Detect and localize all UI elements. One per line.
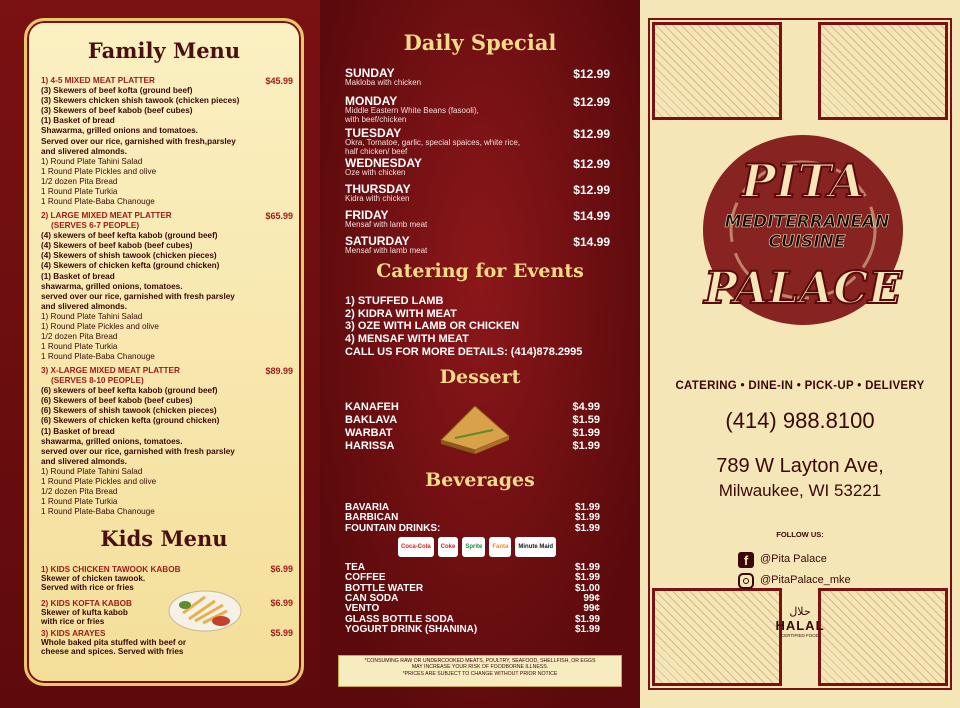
day-price: $12.99 (573, 127, 610, 141)
family-platter-3 (41, 366, 293, 517)
kids-item-title: 1) KIDS CHICKEN TAWOOK KABOB (41, 565, 181, 574)
specials-panel (320, 0, 640, 708)
beverage-name: CAN SODA (345, 592, 399, 604)
kids-item-desc: Skewer of chicken tawook. (41, 574, 146, 583)
platter-title: 3) X-LARGE MIXED MEAT PLATTER (41, 366, 180, 375)
platter-side: 1) Round Plate Tahini Salad (41, 311, 143, 321)
platter-side: 1/2 dozen Pita Bread (41, 332, 118, 342)
platter-detail: (4) Skewers of shish tawook (chicken pieces) (41, 251, 217, 261)
facebook-handle[interactable]: @Pita Palace (760, 553, 827, 565)
daily-special-row (345, 127, 610, 156)
daily-special-row (345, 95, 610, 124)
day-dish: Mensaf with lamb meat (345, 220, 428, 229)
daily-special-row (345, 157, 610, 178)
halal-arabic: حلال (789, 606, 811, 618)
platter-detail: (6) Skewers of shish tawook (chicken pieces) (41, 406, 217, 416)
platter-detail: (4) skewers of beef kefta kabob (ground beef) (41, 231, 218, 241)
kids-item-price: $6.99 (270, 564, 293, 574)
beverage-price: 99¢ (583, 603, 600, 615)
day-name: SUNDAY (345, 66, 395, 80)
platter-detail: (3) Skewers of beef kabob (beef cubes) (41, 106, 193, 116)
platter-side: 1) Round Plate Tahini Salad (41, 156, 143, 166)
platter-detail: (6) skewers of beef kefta kabob (ground beef) (41, 386, 218, 396)
kids-item-price: $6.99 (270, 598, 293, 608)
platter-side: 1) Round Plate Tahini Salad (41, 466, 143, 476)
beverage-name: GLASS BOTTLE SODA (345, 613, 454, 625)
dessert-name: WARBAT (345, 427, 393, 439)
platter-title: 1) 4-5 MIXED MEAT PLATTER (41, 76, 155, 85)
platter-side: 1 Round Plate-Baba Chanouge (41, 352, 155, 362)
kids-item-desc: Served with rice or fries (41, 583, 134, 592)
day-dish: Oze with chicken (345, 168, 406, 177)
kids-item-desc: with rice or fries (41, 617, 105, 626)
daily-special-row (345, 209, 610, 230)
platter-detail: (6) Skewers of chicken kefta (ground chicken) (41, 416, 220, 426)
platter-detail: Served over our rice, garnished with fresh,parsley (41, 136, 236, 146)
day-name: MONDAY (345, 94, 398, 108)
catering-phone: CALL US FOR MORE DETAILS: (414)878.2995 (345, 346, 583, 358)
platter-detail: Shawarma, grilled onions and tomatoes. (41, 126, 198, 136)
soda-logo: Coke (438, 537, 459, 557)
daily-special-title: Daily Special (403, 30, 557, 55)
day-name: THURSDAY (345, 182, 411, 196)
dessert-price: $4.99 (572, 401, 600, 413)
day-price: $14.99 (573, 235, 610, 249)
day-price: $12.99 (573, 183, 610, 197)
soda-logo: Sprite (462, 537, 485, 557)
phone-number[interactable]: (414) 988.8100 (725, 408, 875, 433)
platter-detail: served over our rice, garnished with fresh parsley (41, 291, 235, 301)
platter-side: 1 Round Plate Pickles and olive (41, 477, 157, 487)
platter-detail: and slivered almonds. (41, 146, 127, 156)
kids-menu-title: Kids Menu (100, 526, 228, 551)
platter-side: 1 Round Plate Turkia (41, 342, 118, 352)
platter-side: 1 Round Plate-Baba Chanouge (41, 507, 155, 517)
platter-serves: (SERVES 8-10 PEOPLE) (51, 376, 144, 386)
day-name: SATURDAY (345, 234, 410, 248)
logo-word-pita: PITA (741, 154, 865, 208)
platter-side: 1/2 dozen Pita Bread (41, 176, 118, 186)
dessert-name: KANAFEH (345, 401, 399, 413)
services-line: CATERING • DINE-IN • PICK-UP • DELIVERY (675, 380, 925, 392)
instagram-icon[interactable] (738, 573, 754, 589)
beverage-price: $1.99 (574, 623, 600, 635)
catering-title: Catering for Events (376, 260, 584, 282)
ornament-top-left (652, 22, 782, 120)
daily-special-row (345, 183, 610, 204)
day-dish: with beef/chicken (345, 114, 407, 124)
family-kids-panel (0, 0, 320, 708)
soda-logos (398, 535, 560, 557)
beverage-price: $1.99 (574, 502, 600, 513)
catering-list (345, 295, 519, 345)
beverage-name: FOUNTAIN DRINKS: (345, 522, 441, 534)
menu-card (24, 18, 304, 686)
beverage-price: 99¢ (583, 592, 600, 604)
logo-word-mediterranean: MEDITERRANEAN (724, 212, 890, 232)
soda-logo: Coca-Cola (398, 537, 434, 557)
day-price: $12.99 (573, 157, 610, 171)
day-dish: Middle Eastern White Beans (fasooli), (345, 106, 479, 115)
baklava-image (435, 400, 515, 455)
beverage-name: VENTO (345, 603, 380, 615)
day-price: $12.99 (573, 95, 610, 109)
day-dish: Kidra with chicken (345, 194, 410, 203)
kids-item-price: $5.99 (270, 628, 293, 638)
cover-panel (640, 0, 960, 708)
platter-title: 2) LARGE MIXED MEAT PLATTER (41, 211, 172, 220)
platter-side: 1) Round Plate Pickles and olive (41, 322, 159, 332)
platter-detail: (1) Basket of bread (41, 426, 115, 436)
beverage-price: $1.99 (574, 522, 600, 534)
beverage-price: $1.99 (574, 512, 600, 524)
disclaimer-line-2: MAY INCREASE YOUR RISK OF FOODBORNE ILLNESS. (411, 664, 549, 671)
platter-price: $65.99 (265, 211, 293, 221)
dessert-title: Dessert (439, 366, 521, 388)
beverage-name: COFFEE (345, 572, 386, 584)
platter-detail: (4) Skewers of beef kabob (beef cubes) (41, 241, 193, 251)
halal-logo: HALAL (775, 618, 825, 633)
platter-price: $89.99 (265, 366, 293, 376)
platter-detail: served over our rice, garnished with fresh parsley (41, 446, 235, 456)
dessert-price: $1.99 (572, 427, 600, 439)
day-name: TUESDAY (345, 126, 402, 140)
beverage-name: BARBICAN (345, 512, 399, 524)
day-name: FRIDAY (345, 208, 389, 222)
day-name: WEDNESDAY (345, 156, 422, 170)
facebook-icon[interactable]: f (738, 552, 754, 568)
beverage-name: BAVARIA (345, 502, 390, 513)
soda-logo: Fanta (489, 537, 511, 557)
platter-side: 1 Round Plate Turkia (41, 187, 118, 197)
beverage-price: $1.99 (574, 562, 600, 573)
platter-detail: shawarma, grilled onions, tomatoes. (41, 436, 183, 446)
daily-special-row (345, 67, 610, 88)
platter-serves: (SERVES 6-7 PEOPLE) (51, 221, 140, 231)
platter-detail: (6) Skewers of beef kabob (beef cubes) (41, 396, 193, 406)
day-dish: Okra, Tomatoe, garlic, special spaices, white rice, (345, 138, 521, 147)
daily-special-row (345, 235, 610, 256)
platter-side: 1 Round Plate Pickles and olive (41, 166, 157, 176)
family-platter-2 (41, 211, 293, 362)
kids-item-desc: Skewer of kufta kabob (41, 608, 128, 617)
day-dish: Mensaf with lamb meat (345, 246, 428, 255)
platter-detail: (1) Basket of bread (41, 116, 115, 126)
platter-price: $45.99 (265, 76, 293, 86)
kids-item (41, 629, 293, 656)
address-line-1: 789 W Layton Ave, (716, 455, 884, 477)
dessert-price: $1.99 (572, 440, 600, 452)
platter-detail: shawarma, grilled onions, tomatoes. (41, 281, 183, 291)
catering-item: 1) STUFFED LAMB (345, 295, 444, 307)
halal-sub: CERTIFIED FOOD (781, 633, 819, 638)
pita-palace-logo (685, 125, 915, 340)
disclaimer-line-3: *PRICES ARE SUBJECT TO CHANGE WITHOUT PRIOR NOTICE (402, 670, 558, 677)
platter-detail: (4) Skewers of chicken kefta (ground chicken) (41, 261, 220, 271)
address-line-2: Milwaukee, WI 53221 (718, 481, 882, 500)
day-price: $12.99 (573, 67, 610, 81)
beverage-price: $1.99 (574, 613, 600, 625)
platter-side: 1 Round Plate Turkia (41, 497, 118, 507)
platter-detail: and slivered almonds. (41, 456, 127, 466)
dessert-name: HARISSA (345, 440, 395, 452)
catering-item: 3) OZE WITH LAMB OR CHICKEN (345, 320, 520, 333)
platter-detail: (3) Skewers chicken shish tawook (chicken pieces) (41, 96, 240, 106)
beverage-row (345, 523, 600, 534)
logo-word-cuisine: CUISINE (768, 232, 846, 252)
kids-item-title: 2) KIDS KOFTA KABOB (41, 599, 132, 608)
beverage-row (345, 624, 600, 635)
day-price: $14.99 (573, 209, 610, 223)
beverage-name: BOTTLE WATER (345, 582, 424, 594)
beverage-name: YOGURT DRINK (SHANINA) (345, 623, 478, 635)
kids-item (41, 565, 293, 592)
beverages-title: Beverages (425, 469, 535, 491)
soda-logo: Minute Maid (515, 537, 556, 557)
beverage-name: TEA (345, 562, 365, 573)
platter-side: 1 Round Plate-Baba Chanouge (41, 197, 155, 207)
kids-item-title: 3) KIDS ARAYES (41, 629, 106, 638)
day-dish: Makloba with chicken (345, 78, 422, 87)
dessert-price: $1.59 (572, 414, 600, 426)
family-menu-title: Family Menu (87, 38, 241, 63)
family-platter-1 (41, 76, 293, 207)
logo-word-palace: PALACE (704, 263, 902, 314)
ornament-top-right (818, 22, 948, 120)
catering-item: 2) KIDRA WITH MEAT (345, 307, 457, 320)
kids-item-desc: Whole baked pita stuffed with beef or (41, 638, 187, 647)
kids-item-desc: cheese and spices. Served with fries (41, 647, 184, 656)
beverage-price: $1.00 (574, 582, 600, 594)
dessert-name: BAKLAVA (345, 414, 398, 426)
disclaimer-box (338, 655, 622, 687)
platter-detail: and slivered almonds. (41, 301, 127, 311)
follow-us-label: FOLLOW US: (776, 530, 824, 539)
beverage-price: $1.99 (574, 572, 600, 584)
platter-detail: (1) Basket of bread (41, 271, 115, 281)
platter-detail: (3) Skewers of beef kofta (ground beef) (41, 86, 193, 96)
kids-item (41, 599, 293, 626)
platter-side: 1/2 dozen Pita Bread (41, 487, 118, 497)
catering-item: 4) MENSAF WITH MEAT (345, 332, 469, 345)
day-dish: half chicken/ beef (345, 146, 408, 156)
instagram-handle[interactable]: @PitaPalace_mke (760, 574, 851, 586)
disclaimer-line-1: *CONSUMING RAW OR UNDERCOOKED MEATS, POULTRY, SEAFOOD, SHELLFISH, OR EGGS (364, 658, 596, 664)
